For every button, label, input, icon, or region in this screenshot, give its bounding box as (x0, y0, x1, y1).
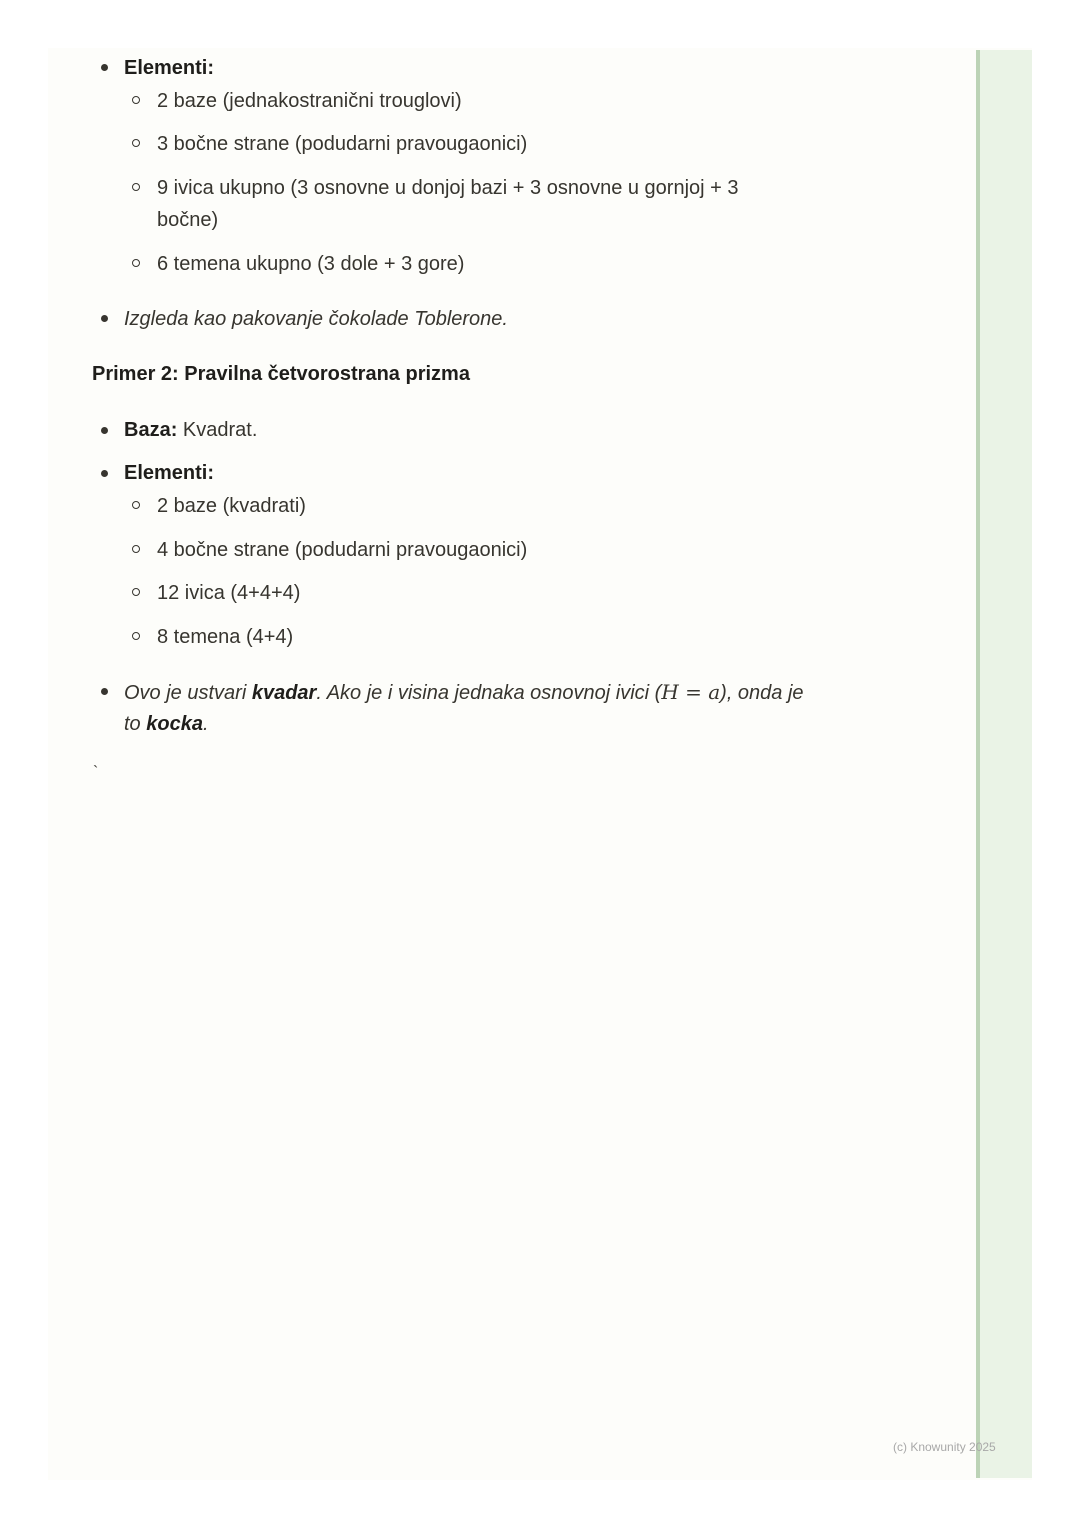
list-item: 12 ivica (4+4+4) (157, 582, 301, 604)
list-item: 2 baze (jednakostranični trouglovi) (157, 90, 462, 112)
section-heading: Primer 2: Pravilna četvorostrana prizma (92, 363, 470, 385)
sub-bullet-circle (132, 632, 140, 640)
base-label: Baza: (124, 419, 178, 441)
page-sidebar-strip (976, 50, 1032, 1478)
base-line (124, 414, 257, 446)
list-item: 6 temena ukupno (3 dole + 3 gore) (157, 253, 465, 275)
copyright-footer: (c) Knowunity 2025 (893, 1440, 996, 1454)
elements-label: Elementi: (124, 462, 215, 484)
sub-bullet-circle (132, 96, 140, 104)
kvadar-note: Ovo je ustvari kvadar. Ako je i visina jednaka osnovnoj ivici (H = a), onda je (124, 680, 804, 704)
bullet-dot (101, 470, 108, 477)
stray-backtick: ` (93, 764, 99, 781)
sub-bullet-circle (132, 183, 140, 191)
formula: H = a (661, 680, 721, 704)
base-value: Kvadrat. (182, 419, 258, 441)
sub-bullet-circle (132, 588, 140, 596)
list-item-continuation: bočne) (157, 209, 219, 231)
list-item: 8 temena (4+4) (157, 626, 294, 648)
bullet-dot (101, 315, 108, 322)
list-item: 4 bočne strane (podudarni pravougaonici) (157, 539, 528, 561)
elements-label: Elementi: (124, 57, 215, 79)
list-item: 2 baze (kvadrati) (157, 495, 306, 517)
sub-bullet-circle (132, 501, 140, 509)
bullet-dot (101, 427, 108, 434)
list-item: 9 ivica ukupno (3 osnovne u donjoj bazi + 3 osnovne u gornjoj + 3 (157, 177, 739, 199)
sub-bullet-circle (132, 259, 140, 267)
sub-bullet-circle (132, 139, 140, 147)
toblerone-note: Izgleda kao pakovanje čokolade Toblerone. (124, 308, 508, 330)
sub-bullet-circle (132, 545, 140, 553)
bullet-dot (101, 64, 108, 71)
bullet-dot (101, 688, 108, 695)
kvadar-note-continuation: to kocka. (124, 713, 209, 735)
list-item: 3 bočne strane (podudarni pravougaonici) (157, 133, 528, 155)
